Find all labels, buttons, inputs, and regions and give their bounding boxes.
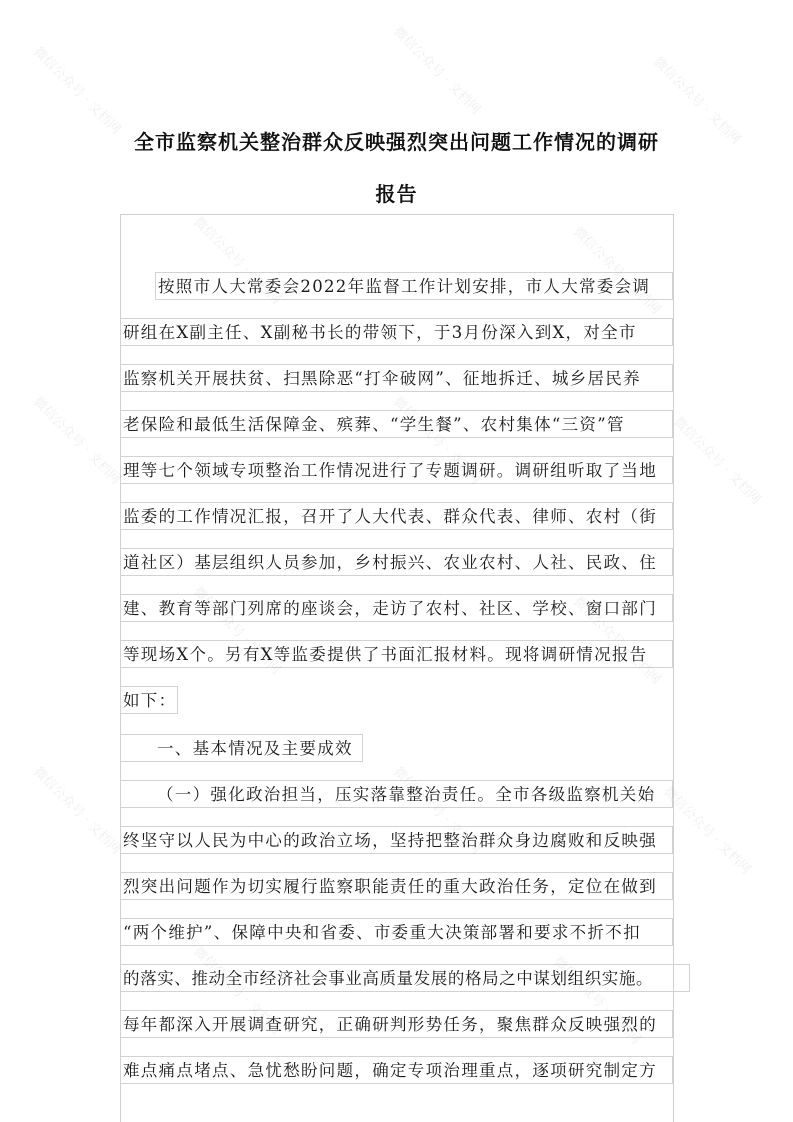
- document-title-line-2: 报告: [375, 182, 418, 206]
- paragraph-line: 烈突出问题作为切实履行监察职能责任的重大政治任务，定位在做到: [120, 872, 673, 900]
- watermark-text: 微信公众号 · 文档网: [390, 394, 484, 488]
- watermark-text: 微信公众号 · 文档网: [570, 594, 664, 688]
- paragraph-line: 如下：: [120, 686, 178, 714]
- paragraph-line: 老保险和最低生活保障金、殡葬、“学生餐”、农村集体“三资”管: [120, 410, 673, 438]
- paragraph-line: “两个维护”、保障中央和省委、市委重大决策部署和要求不折不扣: [120, 918, 673, 946]
- watermark-text: 微信公众号 · 文档网: [670, 414, 764, 508]
- paragraph-line: 按照市人大常委会2022年监督工作计划安排，市人大常委会调: [155, 272, 673, 300]
- paragraph-line: 终坚守以人民为中心的政治立场，坚持把整治群众身边腐败和反映强: [120, 826, 673, 854]
- watermark-text: 微信公众号 · 文档网: [30, 764, 124, 858]
- watermark-text: 微信公众号 · 文档网: [190, 214, 284, 308]
- paragraph-line: 研组在X副主任、X副秘书长的带领下，于3月份深入到X，对全市: [120, 318, 673, 346]
- watermark-text: 微信公众号 · 文档网: [570, 224, 664, 318]
- watermark-text: 微信公众号 · 文档网: [660, 784, 754, 878]
- paragraph-line: 监察机关开展扶贫、扫黑除恶“打伞破网”、征地拆迁、城乡居民养: [120, 364, 673, 392]
- watermark-text: 微信公众号 · 文档网: [550, 954, 644, 1048]
- paragraph-line: 监委的工作情况汇报，召开了人大代表、群众代表、律师、农村（街: [120, 502, 673, 530]
- paragraph-line: 的落实、推动全市经济社会事业高质量发展的格局之中谋划组织实施。: [120, 964, 690, 992]
- paragraph-line: 难点痛点堵点、急忧愁盼问题，确定专项治理重点，逐项研究制定方: [120, 1056, 673, 1084]
- paragraph-line: 等现场X个。另有X等监委提供了书面汇报材料。现将调研情况报告: [120, 640, 673, 668]
- document-title-line-1: 全市监察机关整治群众反映强烈突出问题工作情况的调研: [134, 130, 659, 154]
- watermark-text: 微信公众号 · 文档网: [650, 54, 744, 148]
- watermark-text: 微信公众号 · 文档网: [30, 394, 124, 488]
- watermark-text: 微信公众号 · 文档网: [390, 24, 484, 118]
- watermark-text: 微信公众号 · 文档网: [190, 944, 284, 1038]
- watermark-text: 微信公众号 · 文档网: [30, 44, 124, 138]
- paragraph-line: 理等七个领域专项整治工作情况进行了专题调研。调研组听取了当地: [120, 456, 673, 484]
- watermark-text: 微信公众号 · 文档网: [190, 584, 284, 678]
- paragraph-line: 建、教育等部门列席的座谈会，走访了农村、社区、学校、窗口部门: [120, 594, 673, 622]
- paragraph-line: （一）强化政治担当，压实落靠整治责任。全市各级监察机关始: [120, 780, 673, 808]
- paragraph-line: 每年都深入开展调查研究，正确研判形势任务，聚焦群众反映强烈的: [120, 1010, 673, 1038]
- section-heading: 一、基本情况及主要成效: [120, 734, 363, 762]
- paragraph-line: 道社区）基层组织人员参加，乡村振兴、农业农村、人社、民政、住: [120, 548, 673, 576]
- watermark-text: 微信公众号 · 文档网: [390, 764, 484, 858]
